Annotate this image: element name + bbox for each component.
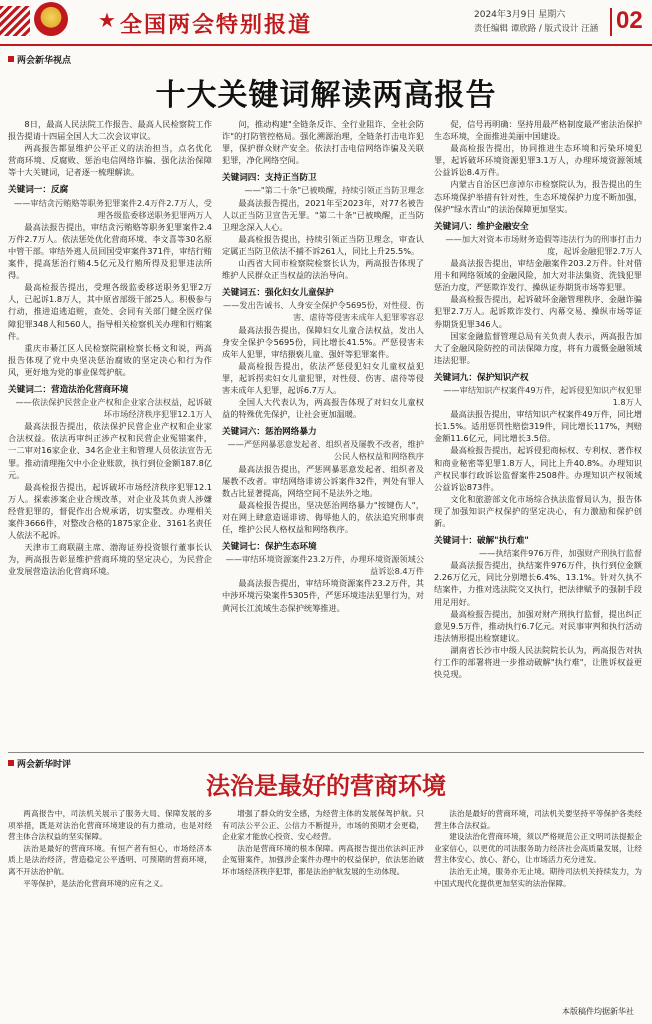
paragraph: 文化和旅游部文化市场综合执法监督局认为，报告体现了加强知识产权保护的坚定决心，有力激励和保护创新。 xyxy=(434,493,642,528)
paragraph: 最高法报告提出，审结环境资源案件23.2万件，其中涉环境污染案件5305件，严惩环境违法犯罪行为，对黄河长江流域生态保护统筹推进。 xyxy=(222,578,424,613)
article1-headline: 十大关键词解读两高报告 xyxy=(155,78,497,113)
paragraph: 最高法报告提出，审结贪污贿赂等职务犯罪案件2.4万件2.7万人。依法惩处优化营商环境、李文喜等30名原中管干部。审结外逃人员回国受审案件371件，审结行贿案件，提高惩治行贿4.5亿元及行贿所得及犯罪违法所得。 xyxy=(8,221,212,281)
paragraph: 最高法报告提出，审结金融案件203.2万件。针对借用卡和网络领域的金融风险，加大对非法集资、洗钱犯罪惩治力度，严惩欺诈发行、操纵证券期货市场等犯罪。 xyxy=(434,258,642,293)
section-rule xyxy=(8,752,644,753)
article1-column-2 xyxy=(222,118,424,748)
masthead xyxy=(0,0,652,46)
paragraph: 重庆市綦江区人民检察院副检察长杨文和说，两高报告体现了党中央坚决惩治腐败的坚定决心和行为作风，更好地为党的事业保驾护航。 xyxy=(8,342,212,377)
keyword-heading: 关键词六：惩治网络暴力 xyxy=(222,427,317,438)
keyword-heading: 关键词四：支持正当防卫 xyxy=(222,173,317,184)
article1-column-3 xyxy=(434,118,642,748)
paragraph: 最高法报告提出，保障妇女儿童合法权益，发出人身安全保护令5695份，同比增长41.5%。严惩侵害未成年人犯罪，审结猥亵儿童、强奸等犯罪案件。 xyxy=(222,324,424,359)
paragraph: 国家金融监督管理总局有关负责人表示，两高报告加大了金融风险防控的司法保障力度，将有力震慑金融领域违法犯罪。 xyxy=(434,330,642,365)
keyword-heading: 关键词七：保护生态环境 xyxy=(222,542,317,553)
paragraph: 内蒙古自治区巴彦淖尔市检察院认为，报告提出的生态环境保护举措有针对性，生态环境保护力度不断加强，保护"绿水青山"的法治保障更加坚实。 xyxy=(434,179,642,214)
paragraph: 最高检报告提出，协同推进生态环境和污染环境犯罪，起诉破坏环境资源犯罪3.1万人，办理环境资源领域公益诉讼8.4万件。 xyxy=(434,143,642,178)
paragraph: 全国人大代表认为，两高报告体现了对妇女儿童权益的特殊优先保护，让社会更加温暖。 xyxy=(222,397,424,420)
keyword-heading: 关键词十：破解"执行难" xyxy=(434,536,529,547)
paragraph: 8日，最高人民法院工作报告、最高人民检察院工作报告提请十四届全国人大二次会议审议。 xyxy=(8,119,212,142)
paragraph: 最高检报告提出，加强对财产刑执行监督，提出纠正意见9.5万件，推动执行6.7亿元。对民事审判和执行活动违法情形提出检察建议。 xyxy=(434,608,642,643)
paragraph: 最高检报告提出，坚决惩治网络暴力"按键伤人"，对在网上肆意造谣诽谤、侮辱他人的，依法追究刑事责任，维护公民人格权益和网络秩序。 xyxy=(222,499,424,534)
keyword-summary: ——审结环境资源案件23.2万件，办理环境资源领域公益诉讼8.4万件 xyxy=(225,554,424,577)
keyword-summary: ——"第二十条"已被唤醒，持续引领正当防卫理念 xyxy=(244,185,424,196)
article1-column-tag: 两会新华视点 xyxy=(8,53,71,66)
editors-line: 责任编辑 谭欣路 / 版式设计 汪涵 xyxy=(474,24,599,34)
paragraph: 最高检报告提出，依法严惩侵犯妇女儿童权益犯罪，起诉拐卖妇女儿童犯罪，对性侵、伤害、虐待等侵害未成年人犯罪，起诉6.7万人。 xyxy=(222,360,424,395)
keyword-summary: ——审结贪污贿赂等职务犯罪案件2.4万件2.7万人，受理各级监委移送职务犯罪两万人 xyxy=(14,197,212,220)
paragraph: 最高法报告提出，严惩网暴恶意发起者、组织者及屡教不改者。审结网络诽谤公诉案件32件，判处有罪人数占比显著提高，网络空间不是法外之地。 xyxy=(222,463,424,498)
paragraph: 天津市工商联副主席、渤海证券投资银行董事长认为，两高报告彰显维护营商环境的坚定决心，为民营企业发展营造法治化营商环境。 xyxy=(8,542,212,577)
paragraph: 两高报告都显维护公平正义的法治担当，点名优化营商环境、反腐败、惩治电信网络诈骗、强化法治保障等十大关键词，记者逐一梳理解读。 xyxy=(8,143,212,178)
paragraph: 促，信号再明确：坚持用最严格制度最严密法治保护生态环境，全面推进美丽中国建设。 xyxy=(434,119,642,142)
paragraph: 问，推动构建"全链条反诈、全行业阻诈、全社会防诈"的打防管控格局。强化溯源治理，全链条打击电诈犯罪，保护群众财产安全。依法打击电信网络诈骗及关联犯罪，净化网络空间。 xyxy=(222,119,424,166)
keyword-summary: ——严惩网暴恶意发起者、组织者及屡教不改者，维护公民人格权益和网络秩序 xyxy=(227,439,424,462)
paragraph: 最高法报告提出，执结案件976万件，执行到位金额2.26万亿元，同比分别增长6.4%、13.1%。针对久执不结案件，力推对选法院交叉执行，把法律赋予的强制手段用足用好。 xyxy=(434,560,642,607)
paragraph: 最高检报告提出，起诉破坏市场经济秩序犯罪12.1万人。探索涉案企业合规改革，对企业及其负责人涉嫌经营犯罪的，督促作出合规承诺，切实整改。办理相关案件3666件，对整改合格的1875家企业、3161名责任人依法不起诉。 xyxy=(8,481,212,541)
square-bullet-icon xyxy=(8,56,14,62)
keyword-heading: 关键词一：反腐 xyxy=(8,185,69,196)
paragraph: 法治是最好的营商环境。有恒产者有恒心，市场经济本质上是法治经济，营造稳定公平透明、可预期的营商环境，离不开法治护航。 xyxy=(8,843,212,876)
article1-column-1 xyxy=(8,118,212,748)
paragraph: 两高报告中，司法机关展示了服务大局、保障发展的多项举措，既是对法治化营商环境建设的有力推动，也是对经营主体合法权益的坚实保障。 xyxy=(8,809,212,842)
paragraph: 建设法治化营商环境，须以严格规范公正文明司法提振企业家信心，以更优的司法服务助力经济社会高质量发展，让经营主体安心、放心、舒心，让市场活力充分迸发。 xyxy=(434,832,642,865)
paragraph: 最高法报告提出，审结知识产权案件49万件，同比增长1.5%。适用惩罚性赔偿319件，同比增长117%，判赔金额11.6亿元，同比增长3.5倍。 xyxy=(434,409,642,444)
paragraph: 平等保护，是法治化营商环境的应有之义。 xyxy=(23,878,168,888)
keyword-summary: ——依法保护民营企业产权和企业家合法权益，起诉破坏市场经济秩序犯罪12.1万人 xyxy=(15,397,212,420)
article2-column-3 xyxy=(434,808,642,1004)
keyword-summary: ——加大对资本市场财务造假等违法行为的刑事打击力度，起诉金融犯罪2.7万人 xyxy=(445,233,642,256)
article2-credit: 本版稿件均据新华社 xyxy=(562,1007,634,1016)
paragraph: 湖南省长沙市中级人民法院院长认为，两高报告对执行工作的部署将进一步推动破解"执行难"，让胜诉权益更快兑现。 xyxy=(434,644,642,680)
keyword-heading: 关键词九：保护知识产权 xyxy=(434,372,529,383)
keyword-heading: 关键词八：维护金融安全 xyxy=(434,221,529,232)
page-number: 02 xyxy=(616,7,643,34)
paragraph: 最高法报告提出，2021年至2023年，对77名被告人以正当防卫宣告无罪。"第二十条"已被唤醒，正当防卫理念深入人心。 xyxy=(222,197,424,232)
national-emblem-icon xyxy=(34,2,68,36)
decorative-stripe xyxy=(0,6,30,36)
keyword-summary: ——发出告诫书、人身安全保护令5695份，对性侵、伤害、虐待等侵害未成年人犯罪零容忍 xyxy=(223,300,424,323)
paragraph: 最高检报告提出，起诉侵犯商标权、专利权、著作权和商业秘密等犯罪1.8万人，同比上升40.8%。办理知识产权民事行政诉讼监督案件2508件。办理知识产权领域公益诉讼873件。 xyxy=(434,445,642,492)
section-title: 全国两会特别报道 xyxy=(120,12,313,38)
paragraph: 法治是营商环境的根本保障。两高报告提出依法纠正涉企冤错案件，加强涉企案件办理中的权益保护，依法惩治破坏市场经济秩序犯罪，都是法治护航发展的生动体现。 xyxy=(222,843,424,876)
issue-date: 2024年3月9日 星期六 xyxy=(474,10,566,20)
article2-column-2 xyxy=(222,808,424,1004)
paragraph: 最高检报告提出，持续引领正当防卫理念，审查认定属正当防卫依法不捕不诉261人，同比上升25.5%。 xyxy=(222,233,424,256)
paragraph: 最高法报告提出，依法保护民营企业产权和企业家合法权益。依法再审纠正涉产权和民营企业冤错案件，一二审对16家企业、34名企业主和管理人员依法宣告无罪。推动清理拖欠中小企业账款，执行到位金额187.8亿元。 xyxy=(8,421,212,480)
article2-column-1 xyxy=(8,808,212,1004)
keyword-summary: ——执结案件976万件，加强财产刑执行监督 xyxy=(478,548,642,559)
paragraph: 法治无止境，服务亦无止境。期待司法机关持续发力，为中国式现代化提供更加坚实的法治保障。 xyxy=(434,866,642,888)
paragraph: 增强了群众的安全感，为经营主体的发展保驾护航。只有司法公平公正、公信力不断提升，市场的预期才会更稳，企业家才能放心投资、安心经营。 xyxy=(222,809,424,842)
article2-headline: 法治是最好的营商环境 xyxy=(206,771,446,800)
keyword-summary: ——审结知识产权案件49万件，起诉侵犯知识产权犯罪1.8万人 xyxy=(443,384,642,408)
paragraph: 山西省大同市检察院检察长认为，两高报告体现了维护人民群众正当权益的法治导向。 xyxy=(222,258,424,281)
article2-column-tag: 两会新华时评 xyxy=(8,757,71,770)
keyword-heading: 关键词二：营造法治化营商环境 xyxy=(8,384,129,395)
paragraph: 法治是最好的营商环境，司法机关要坚持平等保护各类经营主体合法权益。 xyxy=(434,809,642,830)
paragraph: 最高检报告提出，受理各级监委移送职务犯罪2万人，已起诉1.8万人，其中原省部级干部25人。积极参与行动，推进追逃追赃，查处、会同有关部门健全医疗保障犯罪348人和560人，指导相关检察机关办理和行贿案件。 xyxy=(8,282,212,341)
paragraph: 最高检报告提出，起诉破坏金融管理秩序、金融诈骗犯罪2.7万人。起诉欺诈发行、内幕交易、操纵市场等证券期货犯罪346人。 xyxy=(434,294,642,329)
keyword-heading: 关键词五：强化妇女儿童保护 xyxy=(222,288,334,299)
masthead-divider xyxy=(610,8,612,36)
star-icon: ★ xyxy=(98,8,116,32)
